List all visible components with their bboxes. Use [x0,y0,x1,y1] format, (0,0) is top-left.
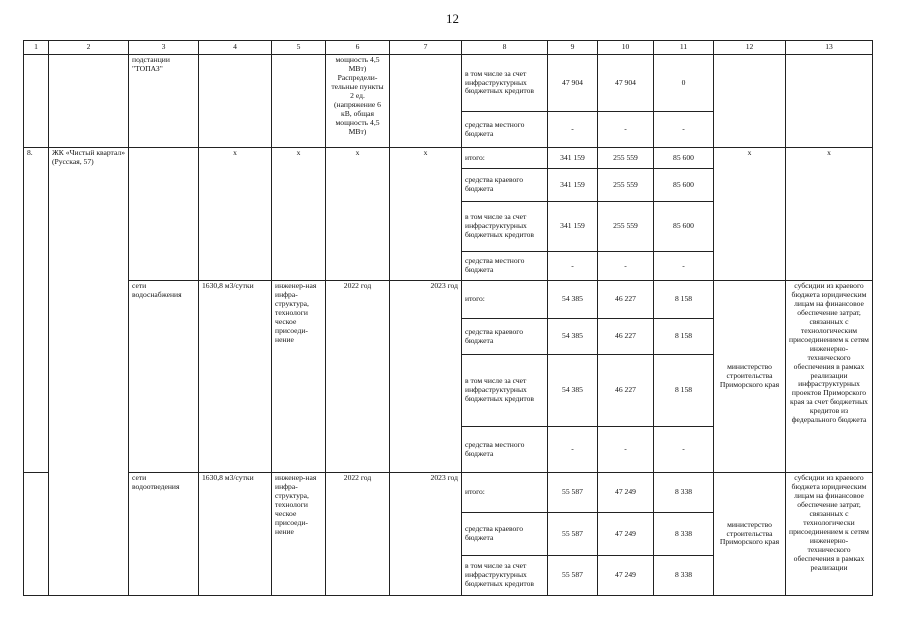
col-header: 2 [49,41,129,55]
value-cell: - [548,427,598,473]
value-cell: 8 338 [654,513,714,556]
value-cell: 47 904 [598,55,654,112]
network-name: сети водоотведения [129,473,199,596]
object-name: ЖК «Чистый квартал» (Русская, 57) [49,148,129,596]
value-cell: 255 559 [598,148,654,169]
purpose-cell: инженер-ная инфра-структура, технологи ческое присоеди-нение [272,281,326,473]
table-row [24,473,873,513]
value-cell: 8 158 [654,281,714,319]
subsidy-description: субсидии из краевого бюджета юридическим лицам на финансовое обеспечение затрат, связанных с технологически присоединением к сетям инженерно-технического обеспечения в рамках реализации [786,473,873,596]
col-header: 10 [598,41,654,55]
value-cell: 47 249 [598,513,654,556]
col-header: 7 [390,41,462,55]
item-number: 8. [24,148,49,473]
source-label: итого: [462,148,548,169]
value-cell: - [598,112,654,148]
value-cell: 341 159 [548,169,598,202]
value-cell: 55 587 [548,556,598,596]
cell-x: х [786,148,873,281]
value-cell: - [598,427,654,473]
value-cell: 85 600 [654,148,714,169]
cell-x: х [326,148,390,281]
source-label: средства краевого бюджета [462,169,548,202]
table-row [24,148,873,169]
value-cell: 85 600 [654,169,714,202]
capacity-cell: мощность 4,5 МВт) Распредели-тельные пункты 2 ед. (напряжение 6 кВ, общая мощность 4,5 МВт) [326,55,390,148]
value-cell: 54 385 [548,355,598,427]
value-cell: 85 600 [654,202,714,252]
capacity-cell: 1630,8 м3/сутки [199,281,272,473]
page-number: 12 [446,11,459,26]
col-header: 1 [24,41,49,55]
value-cell: 341 159 [548,202,598,252]
col-header: 11 [654,41,714,55]
value-cell: 55 587 [548,473,598,513]
value-cell: 46 227 [598,319,654,355]
value-cell: 47 249 [598,556,654,596]
col-header: 12 [714,41,786,55]
source-label: в том числе за счет инфраструктурных бюджетных кредитов [462,556,548,596]
start-year: 2022 год [326,473,390,596]
source-label: средства местного бюджета [462,112,548,148]
purpose-cell: инженер-ная инфра-структура, технологи ческое присоеди-нение [272,473,326,596]
value-cell: 47 904 [548,55,598,112]
value-cell: - [598,252,654,281]
col-header: 9 [548,41,598,55]
value-cell: 46 227 [598,281,654,319]
source-label: средства местного бюджета [462,252,548,281]
source-label: итого: [462,473,548,513]
col-header: 13 [786,41,873,55]
value-cell: 47 249 [598,473,654,513]
value-cell: - [654,252,714,281]
value-cell: 54 385 [548,281,598,319]
responsible-body: министерство строительства Приморского края [714,473,786,596]
value-cell: - [654,112,714,148]
end-year: 2023 год [390,473,462,596]
value-cell: 8 158 [654,355,714,427]
value-cell: 8 338 [654,473,714,513]
value-cell: 54 385 [548,319,598,355]
end-year: 2023 год [390,281,462,473]
value-cell: - [548,252,598,281]
value-cell: 0 [654,55,714,112]
cell-x: х [714,148,786,281]
value-cell: 8 158 [654,319,714,355]
object-cell: подстанции "ТОПАЗ" [129,55,199,148]
source-label: средства местного бюджета [462,427,548,473]
source-label: средства краевого бюджета [462,513,548,556]
column-number-row [24,41,873,55]
financing-table [23,40,873,596]
network-name: сети водоснабжения [129,281,199,473]
source-label: итого: [462,281,548,319]
col-header: 6 [326,41,390,55]
source-label: средства краевого бюджета [462,319,548,355]
cell-x: х [199,148,272,281]
value-cell: - [548,112,598,148]
source-label: в том числе за счет инфраструктурных бюджетных кредитов [462,202,548,252]
value-cell: 8 338 [654,556,714,596]
responsible-body: министерство строительства Приморского края [714,281,786,473]
value-cell: 341 159 [548,148,598,169]
table-row [24,55,873,112]
value-cell: 255 559 [598,202,654,252]
table-row [24,281,873,319]
value-cell: 46 227 [598,355,654,427]
start-year: 2022 год [326,281,390,473]
source-label: в том числе за счет инфраструктурных бюджетных кредитов [462,355,548,427]
col-header: 3 [129,41,199,55]
col-header: 4 [199,41,272,55]
value-cell: 55 587 [548,513,598,556]
col-header: 8 [462,41,548,55]
subsidy-description: субсидии из краевого бюджета юридическим лицам на финансовое обеспечение затрат, связанных с технологическим присоединением к сетям инженерно-технического обеспечения в рамках реализации инфраструктурных проектов Приморского края за счет бюджетных кредитов из федерального бюджета [786,281,873,473]
capacity-cell: 1630,8 м3/сутки [199,473,272,596]
value-cell: 255 559 [598,169,654,202]
cell-x: х [272,148,326,281]
cell-x: х [390,148,462,281]
value-cell: - [654,427,714,473]
col-header: 5 [272,41,326,55]
source-label: в том числе за счет инфраструктурных бюджетных кредитов [462,55,548,112]
